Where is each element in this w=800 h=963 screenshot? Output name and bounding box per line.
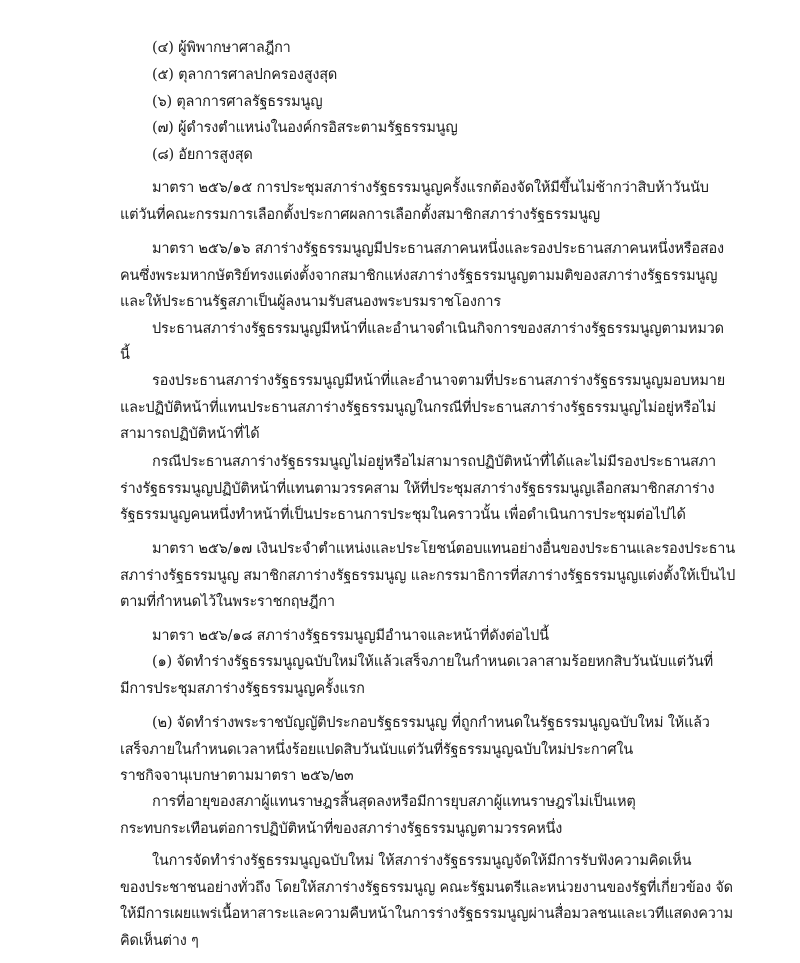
section-256-18-item2-line: (๒) จัดทำร่างพระราชบัญญัติประกอบรัฐธรรมนูญ ที่ถูกกำหนดในรัฐธรรมนูญฉบับใหม่ ให้แล้ว (152, 715, 710, 731)
section-256-16-line: มาตรา ๒๕๖/๑๖ สภาร่างรัฐธรรมนูญมีประธานสภาคนหนึ่งและรองประธานสภาคนหนึ่งหรือสอง (152, 241, 724, 257)
section-256-18-item2-line: เสร็จภายในกำหนดเวลาหนึ่งร้อยแปดสิบวันนับแต่วันที่รัฐธรรมนูญฉบับใหม่ประกาศใน (120, 742, 633, 758)
section-256-15-line: แต่วันที่คณะกรรมการเลือกตั้งประกาศผลการเลือกตั้งสมาชิกสภาร่างรัฐธรรมนูญ (120, 207, 600, 223)
section-256-16-para2-line: ประธานสภาร่างรัฐธรรมนูญมีหน้าที่และอำนาจดำเนินกิจการของสภาร่างรัฐธรรมนูญตามหมวด (152, 321, 724, 337)
section-256-16-para3-line: สามารถปฏิบัติหน้าที่ได้ (120, 426, 260, 442)
section-256-18-para2-line: กระทบกระเทือนต่อการปฏิบัติหน้าที่ของสภาร่างรัฐธรรมนูญตามวรรคหนึ่ง (120, 821, 563, 837)
list-item: (๕) ตุลาการศาลปกครองสูงสุด (152, 67, 338, 83)
section-256-18-para3-line: คิดเห็นต่าง ๆ (120, 933, 199, 949)
section-256-16-para3-line: รองประธานสภาร่างรัฐธรรมนูญมีหน้าที่และอำนาจตามที่ประธานสภาร่างรัฐธรรมนูญมอบหมาย (152, 373, 725, 389)
list-item: (๗) ผู้ดำรงตำแหน่งในองค์กรอิสระตามรัฐธรรมนูญ (152, 120, 458, 136)
section-256-18-para3-line: ของประชาชนอย่างทั่วถึง โดยให้สภาร่างรัฐธรรมนูญ คณะรัฐมนตรีและหน่วยงานของรัฐที่เกี่ยวข้อง จัด (120, 880, 733, 896)
section-256-17-line: สภาร่างรัฐธรรมนูญ สมาชิกสภาร่างรัฐธรรมนูญ และกรรมาธิการที่สภาร่างรัฐธรรมนูญแต่งตั้งให้เป็นไป (120, 568, 736, 584)
list-item: (๖) ตุลาการศาลรัฐธรรมนูญ (152, 94, 323, 110)
section-256-16-line: และให้ประธานรัฐสภาเป็นผู้ลงนามรับสนองพระบรมราชโองการ (120, 294, 501, 310)
list-item: (๘) อัยการสูงสุด (152, 147, 253, 163)
section-256-16-para4-line: กรณีประธานสภาร่างรัฐธรรมนูญไม่อยู่หรือไม่สามารถปฏิบัติหน้าที่ได้และไม่มีรองประธานสภา (152, 454, 717, 470)
section-256-16-line: คนซึ่งพระมหากษัตริย์ทรงแต่งตั้งจากสมาชิกแห่งสภาร่างรัฐธรรมนูญตามมติของสภาร่างรัฐธรรมนูญ (120, 268, 718, 284)
section-256-18-item2-line: ราชกิจจานุเบกษาตามมาตรา ๒๕๖/๒๓ (120, 768, 354, 784)
section-256-16-para3-line: และปฏิบัติหน้าที่แทนประธานสภาร่างรัฐธรรมนูญในกรณีที่ประธานสภาร่างรัฐธรรมนูญไม่อยู่หรือไม่ (120, 400, 716, 416)
list-item: (๔) ผู้พิพากษาศาลฎีกา (152, 40, 291, 56)
section-256-15-line: มาตรา ๒๕๖/๑๕ การประชุมสภาร่างรัฐธรรมนูญครั้งแรกต้องจัดให้มีขึ้นไม่ช้ากว่าสิบห้าวันนับ (152, 180, 709, 196)
section-256-18-para3-line: ให้มีการเผยแพร่เนื้อหาสาระและความคืบหน้าในการร่างรัฐธรรมนูญผ่านสื่อมวลชนและเวทีแสดงความ (120, 906, 733, 922)
section-256-18-item1-line: มีการประชุมสภาร่างรัฐธรรมนูญครั้งแรก (120, 681, 365, 697)
section-256-18-item1-line: (๑) จัดทำร่างรัฐธรรมนูญฉบับใหม่ให้แล้วเสร็จภายในกำหนดเวลาสามร้อยหกสิบวันนับแต่วันที่ (152, 654, 713, 670)
section-256-18-para2-line: การที่อายุของสภาผู้แทนราษฎรสิ้นสุดลงหรือมีการยุบสภาผู้แทนราษฎรไม่เป็นเหตุ (152, 794, 636, 810)
section-256-18-line: มาตรา ๒๕๖/๑๘ สภาร่างรัฐธรรมนูญมีอำนาจและหน้าที่ดังต่อไปนี้ (152, 628, 549, 644)
section-256-16-para4-line: รัฐธรรมนูญคนหนึ่งทำหน้าที่เป็นประธานการประชุมในคราวนั้น เพื่อดำเนินการประชุมต่อไปได้ (120, 507, 686, 523)
section-256-16-para4-line: ร่างรัฐธรรมนูญปฏิบัติหน้าที่แทนตามวรรคสาม ให้ที่ประชุมสภาร่างรัฐธรรมนูญเลือกสมาชิกสภาร่าง (120, 481, 715, 497)
section-256-17-line: ตามที่กำหนดไว้ในพระราชกฤษฎีกา (120, 594, 335, 610)
section-256-18-para3-line: ในการจัดทำร่างรัฐธรรมนูญฉบับใหม่ ให้สภาร่างรัฐธรรมนูญจัดให้มีการรับฟังความคิดเห็น (152, 853, 692, 869)
section-256-16-para2-line: นี้ (120, 347, 130, 363)
section-256-17-line: มาตรา ๒๕๖/๑๗ เงินประจำตำแหน่งและประโยชน์ตอบแทนอย่างอื่นของประธานและรองประธาน (152, 541, 735, 557)
